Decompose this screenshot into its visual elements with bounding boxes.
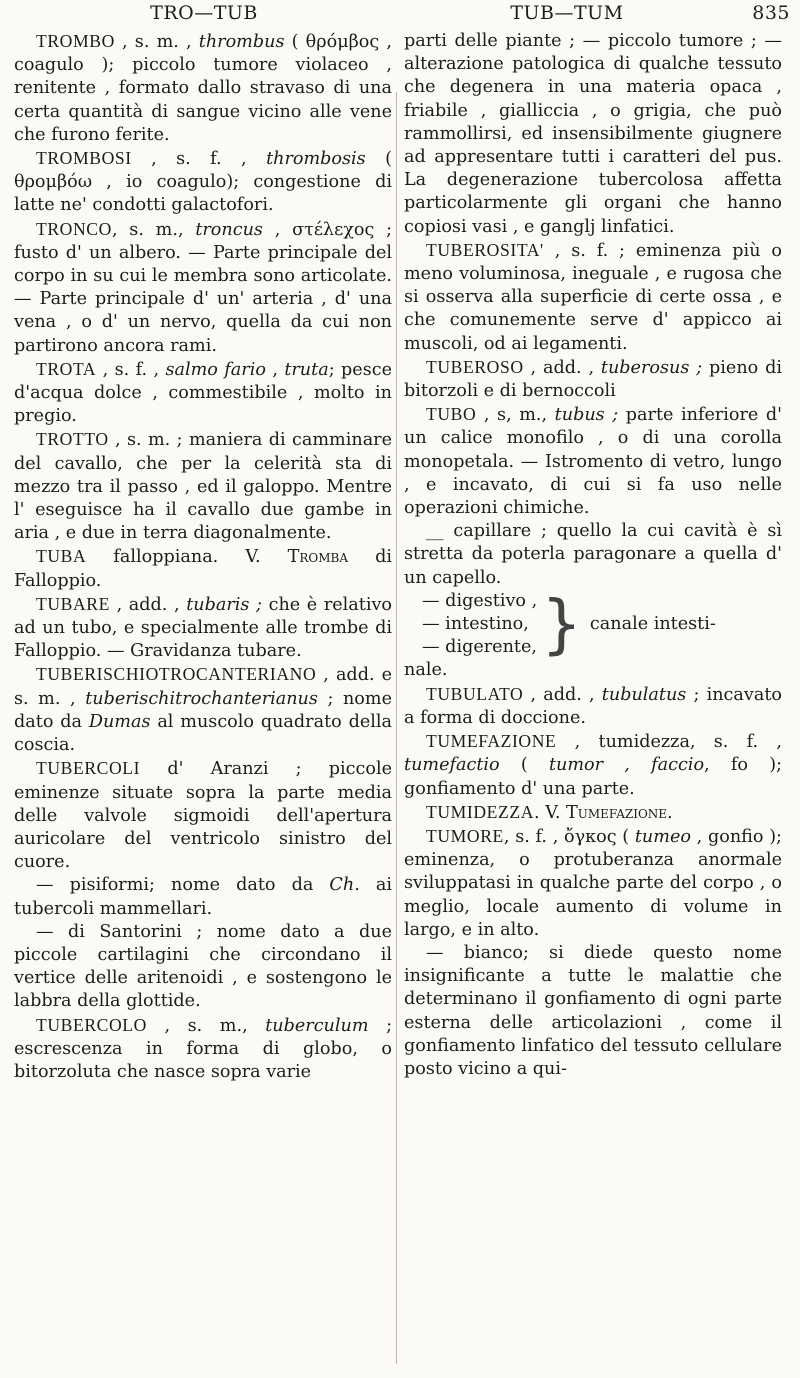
dictionary-entry [14,218,392,358]
entry-headword: TUMEFAZIONE [426,731,557,752]
dictionary-entry [14,545,392,592]
entry-text: , add. e s. m. , [14,665,392,709]
dictionary-entry [404,730,782,801]
entry-subheading: — pisiformi [36,875,150,896]
dictionary-entry [14,1014,392,1085]
sub-entry-bianco: — bianco; si diede questo nome insignificante a tutte le malattie che determinano il gonfiamento di ogni parte esterna delle articolazioni , come il gonfiamento linfatico del tessuto cellulare posto vicino a qui- [404,942,782,1079]
entry-latin-term: salmo fario [165,359,266,380]
entry-text: d' Aranzi ; piccole eminenze situate sopra la parte media delle valvole sigmoidi dell'apertura auricolare del ventricolo sinistro del cuore. [14,759,392,873]
entry-text: , s. m., [146,1015,266,1036]
dictionary-entry [14,358,392,429]
entry-latin-term: tubulatus [601,684,687,705]
entry-cross-reference: Tromba [287,547,349,568]
dictionary-entry [404,356,782,403]
entry-latin-term: tumor , faccio [548,755,705,776]
entry-text: falloppiana. V. [86,547,288,568]
entry-latin-term: Ch. [329,875,360,896]
entry-text: , add. , [523,684,602,705]
dictionary-entry [14,147,392,218]
entry-text: che è relativo ad un tubo, e specialmente alle trombe di Falloppio. — Gravidanza tubare. [14,594,392,662]
entry-text: ; pesce d'acqua dolce , commestibile , molto in pregio. [14,359,392,427]
dictionary-entry [14,30,392,147]
entry-headword: TUBEROSO [426,356,524,377]
entry-latin-term: tuberculum [265,1015,369,1036]
entry-text: ( [499,755,549,776]
entry-text: parte inferiore d' un calice monofilo , o di una corolla monopetala. — Istromento di vetro, lungo , e incavato, di cui si fa uso nelle operazioni chimiche. [404,405,782,519]
canale-variant: — digestivo , [422,590,538,611]
page-number: 835 [752,2,790,24]
dictionary-entry [404,403,782,520]
entry-text: pieno di bitorzoli e di bernoccoli [404,357,782,402]
curly-brace-icon: } [541,587,582,662]
continued-entry-text: parti delle piante ; — piccolo tumore ; — alterazione patologica di qualche tessuto che degenera in una materia opaca , friabile , gialliccia , o grigia, che può rammollirsi, ed insensibilmente giugnere ad appresentare tutti i caratteri del pus. La degenerazione tubercolosa affetta particolarmente gli organi che hanno copiosi vasi , e ganglj linfatici. [404,31,782,237]
canale-variants [422,590,537,660]
entry-text: , s. f. , ὄγκος ( [503,826,635,847]
entry-text: di Falloppio. [14,547,392,591]
entry-headword: TUBO [426,404,477,425]
entry-headword: TRONCO [36,218,112,239]
canale-variant: — digerente, [422,637,537,658]
entry-headword: TROTTO [36,429,109,450]
entry-headword: TROMBOSI [36,148,132,169]
entry-headword: TUBULATO [426,683,524,704]
dictionary-entry [404,683,782,730]
entry-text: ; escrescenza in forma di globo, o bitorzoluta che nasce sopra varie [14,1015,392,1082]
entry-text: , add. , [523,357,601,378]
entry-text: ( θρόμβος , coagulo ); piccolo tumore violaceo , renitente , formato dallo stravaso di una certa quantità di sangue vicino alle vene che furono ferite. [14,32,392,145]
dictionary-entry [404,825,782,942]
entry-headword: TUMORE [426,825,504,846]
entry-text: , [265,359,285,380]
entry-latin-term: Dumas [88,711,151,732]
entry-text: , s. m. ; maniera di camminare del cavallo, che per la celerità sta di mezzo tra il passo , ed il galoppo. Mentre l' eseguisce ha il cavallo due gambe in aria , e due in terra diagonalmente. [14,430,392,544]
sub-entry-capillare: __ capillare ; quello la cui cavità è sì stretta da poterla paragonare a quella d' un capello. [404,521,782,588]
canale-label: canale intesti- [589,614,716,635]
entry-text: al muscolo quadrato della coscia. [14,711,392,756]
entry-text: , s. f. , [96,359,166,380]
entry-text: , s. m., [111,219,196,240]
entry-latin-term: tumefactio [404,755,500,776]
entry-latin-term: troncus [195,219,263,240]
entry-latin-term: tumeo [634,826,691,847]
entry-text: ; incavato a forma di doccione. [404,684,782,728]
dictionary-entry [404,239,782,356]
entry-text: , gonfio ); eminenza, o protuberanza anormale sviluppatasi in qualche parte del corpo , o meglio, locale aumento di volume in largo, e in alto. [404,826,782,940]
entry-text: ; nome dato a due piccole cartilagini che circondano il vertice delle aritenoidi , e sostengono le labbra della glottide. [14,921,392,1012]
dictionary-entry [14,921,392,1014]
entry-text: ; nome dato da [14,688,392,732]
entry-latin-term: tubus ; [554,405,619,426]
dictionary-entry [14,593,392,664]
entry-latin-term: tuberosus ; [600,357,703,378]
canale-variant: — intestino, [422,614,529,635]
entry-cross-reference: Tumefazione [566,802,668,823]
running-head-left: TRO—TUB [150,2,258,24]
dictionary-entry [14,757,392,874]
entry-latin-term: thrombosis [266,149,366,170]
entry-latin-term: tubaris ; [186,594,262,615]
entry-headword: TUBERISCHIOTROCANTERIANO [36,664,317,685]
entry-text: , tumidezza, s. f. , [556,732,782,753]
entry-text: , s. m. , [114,32,199,52]
dictionary-entry [14,428,392,545]
column-divider [396,92,397,1364]
entry-subheading: — di Santorini [36,921,182,942]
right-column [404,30,782,1081]
running-head-right: TUB—TUM [510,2,624,24]
entry-headword: TUBERCOLO [36,1014,147,1035]
entry-text: ; nome dato da [149,875,330,896]
entry-text: ai tubercoli mammellari. [14,875,392,919]
entry-text: . [667,802,673,823]
entry-latin-term: thrombus [198,32,285,52]
entry-text: , s, m., [476,405,555,426]
entry-headword: TUBEROSITA' [426,239,544,260]
dictionary-entry [14,663,392,757]
entry-text: , fo ); gonfiamento d' una parte. [404,755,782,799]
entry-headword: TUBERCOLI [36,758,141,779]
entry-latin-term: truta [284,359,329,380]
entry-text: . V. [534,802,567,823]
left-column [14,30,392,1084]
entry-text: , στέλεχος ; fusto d' un albero. — Parte principale del corpo in su cui le membra sono articolate. — Parte principale d' un' arteria , d' una vena , o d' un nervo, quella da cui non partirono ancora rami. [14,219,392,356]
entry-text: , s. f. , [131,149,267,170]
entry-latin-term: tuberischitrochanterianus [85,688,318,709]
entry-headword: TUBA [36,546,87,567]
entry-text: ( θρομβόω , io coagulo); congestione di latte ne' condotti galactofori. [14,149,392,216]
entry-headword: TROMBO [36,31,115,51]
entry-headword: TUMIDEZZA [426,801,535,822]
entry-text: , s. f. ; eminenza più o meno voluminosa, ineguale , e rugosa che si osserva alla superficie di certe ossa , e che comunemente serve d' appicco ai muscoli, od ai legamenti. [404,240,782,354]
canale-label-continued: nale. [404,660,448,681]
canale-group [404,587,782,662]
dictionary-entry [404,801,782,825]
dictionary-entry [14,874,392,920]
entry-text: , add. , [109,594,187,615]
entry-headword: TUBARE [36,593,110,614]
entry-headword: TROTA [36,358,97,379]
